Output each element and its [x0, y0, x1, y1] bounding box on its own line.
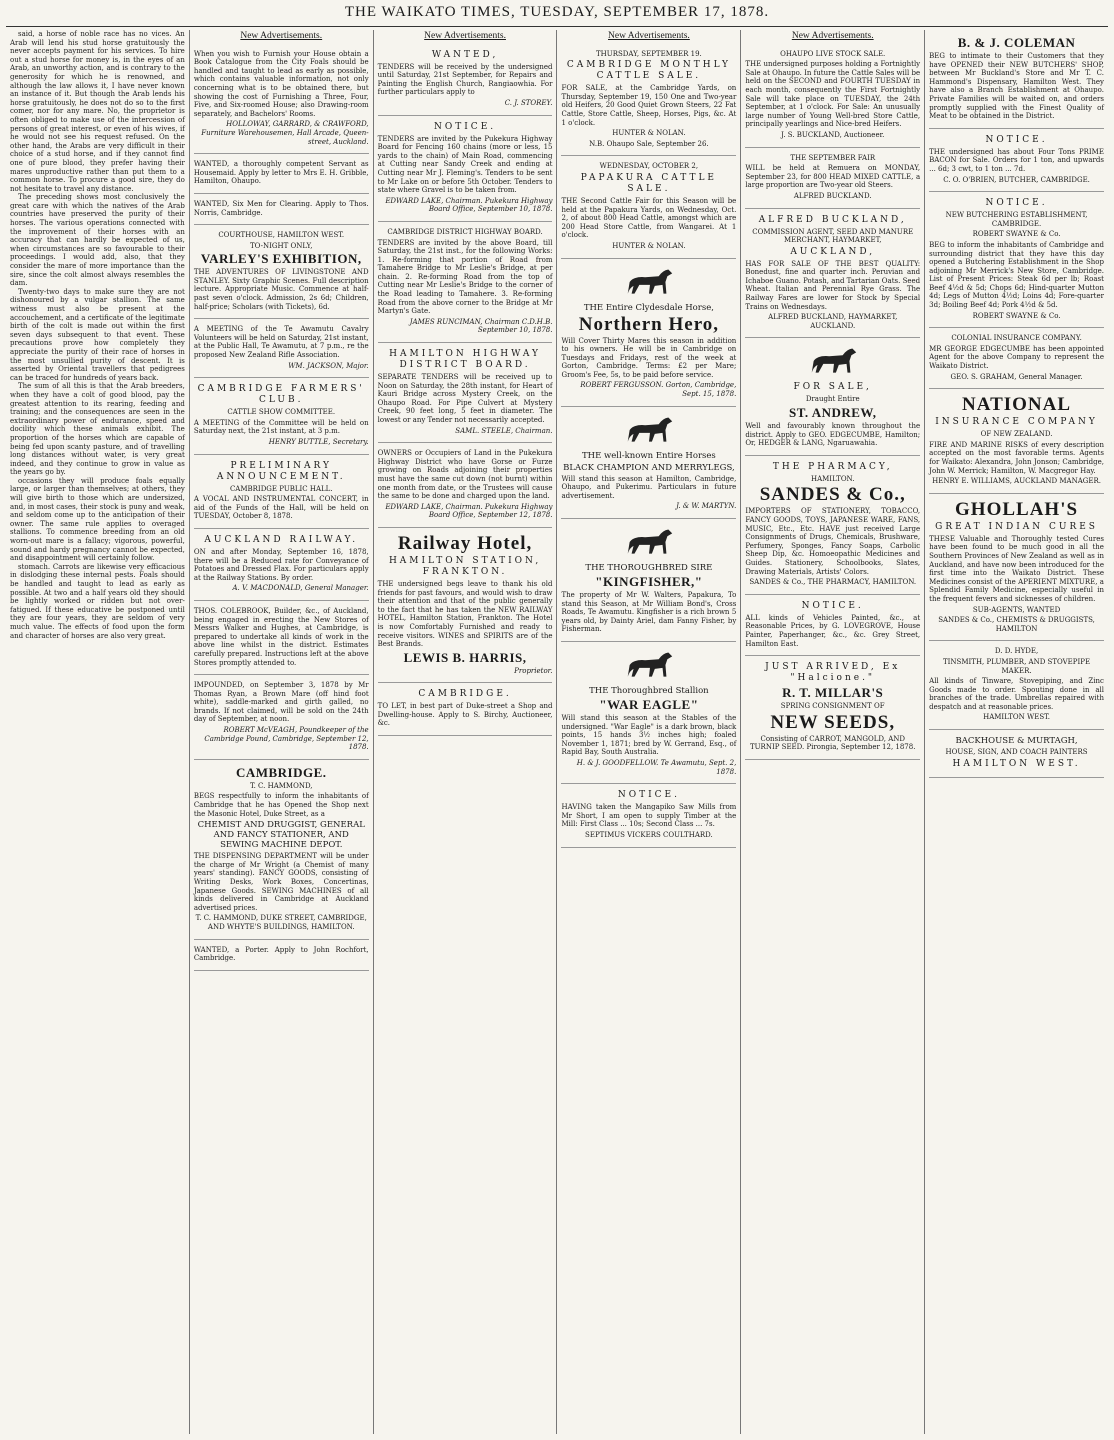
northern-hero-ad — [561, 259, 736, 407]
september-fair-ad — [745, 148, 920, 209]
ad-title: "WAR EAGLE" — [599, 697, 699, 712]
ad-body: THE DISPENSING DEPARTMENT will be under the charge of Mr Wright (a Chemist of many years' standing). FANCY GOODS, consisting of Writing Desks, Work Boxes, Concertinas, Japanese Goods. SEWING MACHINES of all kinds delivered in Cambridge at Auckland advertised prices. — [193, 852, 369, 912]
ad-subtitle: INSURANCE COMPANY — [935, 417, 1098, 428]
ad-body: All kinds of Tinware, Stovepiping, and Zinc Goods made to order. Spouting done in all branches of the trade. Umbrellas repaired with despatch and at reasonable prices. — [929, 677, 1104, 711]
ad-body: HAVING taken the Mangapiko Saw Mills from Mr Short, I am open to supply Timber at the Mill: First Class ... 10s; Second Class ... 7s. — [561, 803, 737, 829]
ad-subtitle: Draught Entire — [805, 395, 860, 404]
column-6 — [925, 30, 1108, 1434]
men-wanted-ad — [194, 194, 369, 225]
ad-signature: ROBERT SWAYNE & Co. — [972, 311, 1061, 320]
ad-title: BACKHOUSE & MURTAGH, — [955, 736, 1078, 747]
ad-signature: GEO. S. GRAHAM, General Manager. — [950, 372, 1083, 381]
ad-title: BLACK CHAMPION AND MERRYLEGS, — [563, 462, 735, 473]
builder-ad — [194, 601, 369, 675]
painting-notice-ad — [745, 595, 920, 656]
exhibition-ad — [194, 225, 369, 319]
war-eagle-ad — [561, 642, 736, 784]
ad-title: THE PHARMACY, — [772, 461, 893, 472]
ad-signature: HUNTER & NOLAN. — [612, 129, 686, 138]
ad-title: NOTICE. — [801, 600, 864, 611]
horse-engraving-icon — [620, 414, 678, 448]
ad-signature: ALFRED BUCKLAND. — [793, 191, 872, 200]
ad-title: Northern Hero, — [578, 313, 720, 335]
ad-signature: HENRY E. WILLIAMS, AUCKLAND MANAGER. — [932, 477, 1101, 486]
ad-name: ROBERT SWAYNE & Co. — [972, 230, 1061, 239]
ad-body: BEG to inform the inhabitants of Cambridge and surrounding district that they have this day opened a Butchering Establishment in the Shop adjoining Mr Merrick's New Store, Cambridge. List of Present Prices: Steak 6d per lb; Roast Beef 4½d & 5d; Chops 6d; Hind-quarter Mutton 4d; Legs of Mutton 4½d; Loins 4d; Fore-quarter 3d; Boiling Beef 4d; Pork 4½d & 5d. — [929, 240, 1104, 310]
ad-body: WILL be held at Remuera on MONDAY, September 23, for 800 HEAD MIXED CATTLE, a large proportion are Two-year old Steers. — [745, 164, 921, 190]
ad-body: TENDERS are invited by the above Board, till Saturday, the 21st inst., for the following Works: 1. Re-forming that portion of Road from Tamahere Bridge to Mr Leslie's Bridge, at per chain. 2. Re-forming Road from the top of Cutting near Mr Leslie's Bridge to the corner of the Road leading to Tamahere. 3. Re-forming Road from the above corner to the Bridge at Mr Martyn's Gate. — [377, 238, 553, 316]
railway-hotel-ad — [378, 528, 553, 683]
ad-signature: C. J. STOREY. — [504, 98, 553, 107]
ad-name: R. T. MILLAR'S — [782, 685, 884, 701]
ohaupo-sale-ad — [745, 44, 920, 148]
new-seeds-ad — [745, 656, 920, 760]
article-paragraph: occasions they will produce foals equally large, or larger than themselves; at others, they will give birth to those which are undersized, and, in most cases, their stock is puny and weak, and seldom come up to the anticipation of their owner. The same rule applies to overaged stallions. To commence breeding from an old worn-out mare is a fallacy; vigorous, powerful, sound and hardy pregnancy cannot be expected, and disappointment will certainly follow. — [10, 476, 185, 563]
backhouse-painters-ad — [929, 730, 1104, 778]
ad-title: COURTHOUSE, HAMILTON WEST. — [218, 231, 345, 240]
ad-title: NATIONAL — [962, 394, 1072, 416]
ad-subtitle: SUB-AGENTS, WANTED — [972, 605, 1061, 614]
ad-place: HAMILTON. — [810, 474, 855, 483]
ad-body: TENDERS will be received by the undersigned until Saturday, 21st September, for Repairs and Painting the English Church, Rangiaowhia. For further particulars apply to — [377, 62, 553, 97]
ad-date: THURSDAY, SEPTEMBER 19. — [596, 49, 702, 58]
ad-body: FIRE AND MARINE RISKS of every description accepted on the most favorable terms. Agents for Waikato: Alexandra, John Jonson; Cambridge, John W. Merrick; Hamilton, W. Macgregor Hay. — [929, 440, 1104, 475]
ad-signature: ALFRED BUCKLAND, HAYMARKET, AUCKLAND. — [768, 313, 898, 330]
ad-signature: SANDES & Co., THE PHARMACY, HAMILTON. — [749, 578, 917, 587]
ad-body: Will stand this season at the Stables of the undersigned. "War Eagle" is a dark brown, black points, 15 hands 3½ inches high; foaled November 1, 1871; bred by W. Gerrand, Esq., of Rapid Bay, South Australia. — [561, 714, 737, 757]
ad-subtitle: HOUSE, SIGN, AND COACH PAINTERS — [945, 748, 1088, 757]
ad-body: THE ADVENTURES OF LIVINGSTONE AND STANLEY. Sixty Graphic Scenes. Full description lecture. Appropriate Music. Commence at half-past seven o'clock. Admission, 2s 6d; Children, half-price; Scholars (with Tickets), 6d. — [193, 268, 369, 311]
ad-title: NOTICE. — [434, 121, 497, 132]
ad-body: MR GEORGE EDGECUMBE has been appointed Agent for the above Company to represent the Waikato District. — [929, 344, 1104, 371]
ad-body: THE Second Cattle Fair for this Season will be held at the Papakura Yards, on Wednesday, Oct. 2, of about 800 Head Cattle, amongst which are 200 Head Store Cattle, from Wangarei. At 1 o'clock. — [561, 196, 737, 240]
coleman-butchers-ad — [929, 30, 1104, 129]
column-2 — [190, 30, 374, 1434]
ad-body: ALL kinds of Vehicles Painted, &c., at Reasonable Prices, by G. LOVEGROVE, House Painter, Paperhanger, &c., &c. Grey Street, Hamilton East. — [745, 613, 921, 648]
ad-title: CAMBRIDGE MONTHLY CATTLE SALE. — [566, 60, 731, 82]
column-4 — [557, 30, 741, 1434]
ad-body: THE undersigned begs leave to thank his old friends for past favours, and would wish to draw their attention and that of the public generally to the fact that he has taken the NEW RAILWAY HOTEL, Hamilton Station, Frankton. The Hotel is now Comfortably Furnished and ready to receive visitors. WINES and SPIRITS are of the Best Brands. — [377, 579, 553, 649]
ad-body: A MEETING of the Te Awamutu Cavalry Volunteers will be held on Saturday, 21st instant, at the Public Hall, Te Awamutu, at 7 p.m., re the proposed New Zealand Rifle Association. — [193, 325, 369, 360]
ad-signature: A. V. MACDONALD, General Manager. — [232, 584, 369, 593]
sawmill-notice-ad — [561, 784, 736, 847]
ad-intro: THE Thoroughbred Stallion — [589, 686, 709, 696]
column-heading: New Advertisements. — [424, 31, 506, 41]
article-paragraph: The sum of all this is that the Arab breeders, when they have a colt of good blood, pay the greatest attention to its rearing, feeding and training; and the consequences are seen in the extraordinary power of endurance, speed and docility which these animals exhibit. The proportion of the horses which are capable of being fed upon scanty pasture, and of travelling long distances without water, is very great indeed, and they continue to grow in value as the years go by. — [10, 382, 185, 477]
ad-body: IMPORTERS OF STATIONERY, TOBACCO, FANCY GOODS, TOYS, JAPANESE WARE, FANS, MUSIC, Etc., Etc. HAVE just received Large Consignments of Drugs, Chemicals, Brushware, Perfumery, Sponges, Fancy Soaps, Carbolic Sheep Dip, &c. Homoeopathic Medicines and Guides. Stationery, Schoolbooks, Slates, Drawing Materials, Artists' Colors. — [745, 507, 921, 576]
page-columns — [6, 30, 1108, 1434]
ad-body: A MEETING of the Committee will be held on Saturday next, the 21st instant, at 3 p.m. — [193, 418, 369, 436]
ad-name: SANDES & Co., — [759, 484, 906, 506]
ad-signature: J. S. BUCKLAND, Auctioneer. — [781, 130, 885, 139]
ad-title: NEW SEEDS, — [770, 711, 896, 733]
ad-signature: LEWIS B. HARRIS, — [403, 649, 527, 665]
ad-title: B. & J. COLEMAN — [957, 35, 1076, 50]
article-paragraph: The preceding shows most conclusively the great care with which the natives of the Arab countries have preserved the purity of their horses. The various operations connected with the improvement of their horses with an accuracy that can hardly be expected of us, when circumstances are so favourable to their proceedings. I would add, also, that they consider the mare of more importance than the sire, since the colt almost always resembles the dam. — [10, 193, 185, 288]
bacon-notice-ad — [929, 129, 1104, 192]
ad-title: COLONIAL INSURANCE COMPANY. — [951, 334, 1082, 343]
farmers-club-ad — [194, 378, 369, 454]
ad-place: HAMILTON WEST. — [952, 758, 1081, 769]
masthead-rule — [6, 26, 1108, 27]
impounded-ad — [194, 675, 369, 760]
concert-ad — [194, 455, 369, 529]
hammond-chemist-ad — [194, 760, 369, 940]
ad-signature: J. & W. MARTYN. — [676, 502, 737, 511]
servant-wanted-ad — [194, 154, 369, 194]
ad-signature: H. & J. GOODFELLOW. Te Awamutu, Sept. 2, 1878. — [576, 758, 737, 776]
ad-body: WANTED, a Porter. Apply to John Rochfort, Cambridge. — [193, 945, 369, 963]
buckland-seed-ad — [745, 209, 920, 339]
ad-body: THOS. COLEBROOK, Builder, &c., of Auckland, being engaged in erecting the New Stores of Messrs Walker and Hughes, at Cambridge, is prepared to undertake all kinds of work in the above line whilst in the district. Estimates carefully prepared. Instructions left at the above Stores promptly attended to. — [193, 606, 369, 667]
church-tenders-ad — [378, 44, 553, 116]
ad-signature: ROBERT McVEAGH, Poundkeeper of the Cambridge Pound, Cambridge, September 12, 1878. — [204, 726, 369, 752]
ad-intro: THE well-known Entire Horses — [582, 450, 716, 461]
hamilton-highway-ad — [378, 343, 553, 443]
cambridge-cattle-sale-ad — [561, 44, 736, 157]
column-3 — [374, 30, 558, 1434]
railway-ad — [194, 529, 369, 601]
ad-signature: HUNTER & NOLAN. — [612, 241, 686, 250]
kingfisher-ad — [561, 519, 736, 642]
ad-trade: CHEMIST AND DRUGGIST, GENERAL AND FANCY STATIONER, AND SEWING MACHINE DEPOT. — [197, 820, 365, 851]
ad-date: WEDNESDAY, OCTOBER 2, — [599, 162, 699, 171]
hyde-tinsmith-ad — [929, 641, 1104, 730]
ad-title: CAMBRIDGE DISTRICT HIGHWAY BOARD. — [387, 227, 543, 236]
ad-signature: HOLLOWAY, GARRARD, & CRAWFORD, Furniture Warehousemen, Hall Arcade, Queen-street, Auckland. — [201, 120, 369, 146]
ad-subtitle: SPRING CONSIGNMENT OF — [780, 702, 885, 711]
article-paragraph: Twenty-two days to make sure they are not dishonoured by a vulgar stallion. The same witness must also be present at the accouchement, and a certificate of the legitimate birth of the colt is made out within the first seven days subsequent to that event. These precautions prove how completely they appreciate the purity of their race of horses in the most unsullied purity of descent. It is asserted by Oriental travellers that pedigrees can be traced for hundreds of years back. — [10, 287, 185, 382]
ad-signature-role: Proprietor. — [514, 666, 553, 675]
ad-pre: JUST ARRIVED, Ex "Halcione." — [765, 662, 901, 684]
article-paragraph: stomach. Carrots are likewise very efficacious in dislodging these internal pests. Foals should be handled and taught to lead as early as possible. At two and a half years old they should be lightly worked or ridden but not over-fatigued. If these educative be postponed until they are four years, they are seldom of very much value. The effects of food upon the form and character of horses are also very great. — [10, 562, 185, 640]
ad-body: Well and favourably known throughout the district. Apply to GEO. EDGECUMBE, Hamilton; Or, HEDGER & LANG, Ngaruawahia. — [745, 422, 921, 448]
porter-wanted-ad — [194, 940, 369, 971]
ghollah-cures-ad — [929, 494, 1104, 642]
ad-body: WANTED, a thoroughly competent Servant as Housemaid. Apply by letter to Mrs E. H. Gribble, Hamilton, Ohaupo. — [193, 160, 369, 186]
ad-name: T. C. HAMMOND, — [249, 781, 313, 790]
ad-title: GHOLLAH'S — [955, 498, 1079, 520]
ad-title: CAMBRIDGE FARMERS' CLUB. — [197, 384, 365, 406]
ad-subtitle: OF NEW ZEALAND. — [980, 430, 1053, 439]
column-1-article — [6, 30, 190, 1434]
ad-intro: THE THOROUGHBRED SIRE — [585, 563, 713, 574]
ad-subtitle: CATTLE SHOW COMMITTEE. — [227, 408, 336, 417]
gorse-notice-ad — [378, 443, 553, 528]
ad-subtitle: TINSMITH, PLUMBER, AND STOVEPIPE MAKER. — [943, 657, 1091, 675]
ad-signature: T. C. HAMMOND, DUKE STREET, CAMBRIDGE, AND WHYTE'S BUILDINGS, HAMILTON. — [195, 914, 367, 931]
ad-title: NOTICE. — [985, 134, 1048, 145]
ad-body: HAS FOR SALE OF THE BEST QUALITY: Bonedust, fine and quarter inch. Peruvian and Ichaboe Guano. Potash, and Tartarian Oats. Seed Wheat. Italian and Perennial Rye Grass. The Railway Fares are lower for Stock by Special Trains on Wednesdays. — [745, 259, 921, 311]
ad-body: THESE Valuable and Thoroughly tested Cures have been found to be much good in all the Southern Provinces of New Zealand as well as in Auckland, and have now been introduced for the first time into the Waikato District. These Medicines consist of the APERIENT MIXTURE, a Splendid Family Medicine, especially useful in the frequent fevers and sicknesses of children. — [929, 534, 1104, 603]
ad-title: CAMBRIDGE. — [418, 689, 512, 700]
ad-subtitle: HAMILTON STATION, FRANKTON. — [388, 555, 542, 577]
ad-body: The property of Mr W. Walters, Papakura, To stand this Season, at Mr William Bond's, Cross Roads, Te Awamutu. Kingfisher is a rich brown 5 years old, by Dainty Ariel, dam Fanny Fisher, by Fisherman. — [561, 591, 737, 634]
ad-intro: THE Entire Clydesdale Horse, — [583, 302, 714, 313]
column-heading: New Advertisements. — [608, 31, 690, 41]
horse-engraving-icon — [620, 649, 678, 683]
st-andrew-ad — [745, 338, 920, 455]
ad-body: SEPARATE TENDERS will be received up to Noon on Saturday, the 28th instant, for Heart of Kauri Bridge across Mystery Creek, on the Ohaupo Road. For Pipe Culvert at Mystery Creek, 90 feet long, 5 feet in diameter. The lowest or any Tender not necessarily accepted. — [377, 373, 553, 424]
ad-body: FOR SALE, at the Cambridge Yards, on Thursday, September 19, 150 One and Two-year old Heifers, 20 Good Quiet Grown Steers, 22 Fat Cattle, Store Cattle, Sheep, Horses, Pigs, &c. At 1 o'clock. — [561, 84, 737, 127]
pharmacy-ad — [745, 456, 920, 595]
ad-name: ALFRED BUCKLAND, — [758, 214, 907, 225]
ad-subtitle: TO-NIGHT ONLY, — [249, 241, 313, 250]
ad-title: "KINGFISHER," — [595, 574, 703, 590]
ad-subtitle: NEW BUTCHERING ESTABLISHMENT, CAMBRIDGE. — [945, 211, 1088, 228]
ad-name: D. D. HYDE, — [994, 647, 1039, 656]
ad-title: THE SEPTEMBER FAIR — [790, 153, 876, 162]
highway-board-ad — [378, 222, 553, 343]
ad-signature: JAMES RUNCIMAN, Chairman C.D.H.B. September 10, 1878. — [409, 317, 553, 335]
masthead: THE WAIKATO TIMES, TUESDAY, SEPTEMBER 17, 1878. — [344, 4, 770, 20]
ad-name: ST. ANDREW, — [788, 405, 877, 421]
ad-title: WANTED, — [431, 49, 499, 60]
ad-headline: VARLEY'S EXHIBITION, — [200, 251, 362, 267]
ad-signature: ROBERT FERGUSSON. Gorton, Cambridge, Sept. 15, 1878. — [580, 381, 737, 399]
column-heading: New Advertisements. — [240, 31, 323, 41]
ad-title: FOR SALE, — [793, 382, 872, 393]
ad-body: WANTED, Six Men for Clearing. Apply to Thos. Norris, Cambridge. — [193, 199, 369, 217]
shop-to-let-ad — [378, 683, 553, 736]
ad-body: THE undersigned has about Four Tons PRIME BACON for Sale. Orders for 1 ton, and upwards ... 6d; 3 cwt, to 1 ton ... 7d. — [929, 147, 1104, 173]
ad-signature: C. O. O'BRIEN, BUTCHER, CAMBRIDGE. — [943, 175, 1090, 184]
ad-title: Railway Hotel, — [397, 532, 533, 554]
ad-signature: WM. JACKSON, Major. — [288, 361, 369, 370]
column-heading: New Advertisements. — [791, 31, 874, 41]
ad-title: NOTICE. — [617, 790, 680, 801]
ad-body: BEG to intimate to their Customers that they have OPENED their NEW BUTCHERS' SHOP, between Mr Buckland's Store and Mr T. C. Hammond's Dispensary, Hamilton West. They have also a Branch Establishment at Ohaupo. Private Families will be waited on, and orders promptly supplied with the Finest Quality of Meat to be obtained in the District. — [929, 52, 1104, 121]
ad-signature: SEPTIMUS VICKERS COULTHARD. — [585, 830, 713, 839]
furniture-ad — [194, 44, 369, 155]
ad-body: When you wish to Furnish your House obtain a Book Catalogue from the City Foals should be handled and taught to lead as early as possible, which contains valuable information, not only concerning what is to be obtained there, but showing the cost of Furnishing a Three, Four, Five, and Six-roomed House; also Drawing-room separately, and Bachelors' Rooms. — [193, 49, 369, 118]
ad-title: CAMBRIDGE. — [235, 764, 327, 780]
ad-title: OHAUPO LIVE STOCK SALE. — [780, 49, 886, 58]
cavalry-meeting-ad — [194, 319, 369, 378]
papakura-cattle-sale-ad — [561, 156, 736, 258]
ad-signature: HAMILTON WEST. — [983, 713, 1050, 722]
ad-subtitle: GREAT INDIAN CURES — [935, 521, 1098, 532]
colonial-insurance-ad — [929, 328, 1104, 389]
ad-body: BEGS respectfully to inform the inhabitants of Cambridge that he has Opened the Shop next the Masonic Hotel, Duke Street, as a — [193, 792, 369, 818]
ad-body: Will Cover Thirty Mares this season in addition to his owners. He will be in Cambridge on Tuesdays and Fridays, rest of the week at Gorton, Cambridge. Terms: £2 per Mare; Groom's Fee, 5s, to be paid before service. — [561, 336, 737, 379]
ad-signature: EDWARD LAKE, Chairman. Pukekura Highway Board Office, September 10, 1878. — [385, 196, 553, 214]
horse-engraving-icon — [620, 266, 678, 300]
ad-subtitle: COMMISSION AGENT, SEED AND MANURE MERCHANT, HAYMARKET, — [752, 227, 914, 245]
ad-body: Consisting of CARROT, MANGOLD, AND TURNIP SEED. Pirongia, September 12, 1878. — [749, 734, 916, 752]
national-insurance-ad — [929, 389, 1104, 494]
ad-body: TENDERS are invited by the Pukekura Highway Board for Fencing 160 chains (more or less, 15 yards to the chain) of Main Road, commencing at Cutting near Sandy Creek and ending at Cutting near Mr J. Fleming's. Tenders to be sent to Mr Lake on or before 5th October. Tenders to state where Gravel is to be taken from. — [377, 134, 553, 195]
fencing-tenders-ad — [378, 116, 553, 222]
ad-signature: EDWARD LAKE, Chairman. Pukekura Highway Board Office, September 12, 1878. — [385, 502, 553, 520]
ad-body: A VOCAL AND INSTRUMENTAL CONCERT, in aid of the Funds of the Hall, will be held on TUESDAY, October 8, 1878. — [193, 495, 369, 521]
ad-title: HAMILTON HIGHWAY DISTRICT BOARD. — [389, 349, 541, 371]
ad-body: THE undersigned purposes holding a Fortnightly Sale at Ohaupo. In future the Cattle Sales will be held on the SECOND and FOURTH TUESDAY in each month, consequently the First Fortnightly Sale will take place on TUESDAY, the 24th September, at 1 o'clock. For Sale: An unusually large number of Young Well-bred Store Cattle, principally yearlings and Nice-bred Heifers. — [745, 60, 921, 129]
horse-engraving-icon — [620, 526, 678, 560]
ad-body: TO LET, in best part of Duke-street a Shop and Dwelling-house. Apply to S. Birchy, Auctioneer, &c. — [377, 702, 553, 728]
ad-title: AUCKLAND RAILWAY. — [204, 534, 359, 545]
ad-signature: SANDES & Co., CHEMISTS & DRUGGISTS, HAMILTON — [938, 616, 1095, 633]
ad-signature: HENRY BUTTLE, Secretary. — [268, 438, 369, 446]
horse-engraving-icon — [804, 345, 862, 379]
article-paragraph: said, a horse of noble race has no vices. An Arab will lend his stud horse gratuitously the never accepts payment for his services. To hire out a stud horse for money is, in the eyes of an Arab, an unworthy action, and is contrary to the generosity for which he is renowned, and although the law allows it, I have never known an instance of it. But though the Arab lends his horse gratuitously, he does not do so to the first comer, nor for any mare. No, the proprietor is often obliged to make use of the intercession of persons of great interest, or even of his wives, if he would not see his request refused. On the other hand, the Arabs are very difficult in their choice of a stud horse, and if they cannot find one of pure blood, they prefer having their mares unproductive rather than put them to a common horse. To procure a good sire, they do not hesitate to travel any distance. — [10, 30, 185, 193]
ad-signature: SAML. STEELE, Chairman. — [455, 426, 553, 435]
ad-body: Will stand this season at Hamilton, Cambridge, Ohaupo, and Pukerimu. Particulars in future advertisement. — [561, 474, 737, 500]
ad-body: OWNERS or Occupiers of Land in the Pukekura Highway District who have Gorse or Furze growing on Roads adjoining their properties must have the same cut down (not burnt) within one month from date, or the Trustees will cause the same to be done and charged upon the land. — [377, 449, 553, 501]
ad-place: AUCKLAND, — [790, 246, 876, 257]
ad-title: NOTICE. — [985, 198, 1048, 209]
ad-title: PAPAKURA CATTLE SALE. — [580, 172, 717, 194]
ad-title: PRELIMINARY ANNOUNCEMENT. — [216, 460, 346, 482]
ad-body: IMPOUNDED, on September 3, 1878 by Mr Thomas Ryan, a Brown Mare (off hind foot white), saddle-marked and girth galled, no brands. If not claimed, will be sold on the 24th day of September, at noon. — [193, 681, 369, 724]
ad-note: N.B. Ohaupo Sale, September 26. — [589, 139, 709, 148]
ad-body: ON and after Monday, September 16, 1878, there will be a Reduced rate for Conveyance of Potatoes and Dressed Flax. For particulars apply at the Railway Stations. By order. — [193, 547, 369, 582]
ad-subtitle: CAMBRIDGE PUBLIC HALL. — [229, 484, 333, 493]
swayne-butchering-ad — [929, 192, 1104, 328]
column-5 — [741, 30, 925, 1434]
black-champion-ad — [561, 407, 736, 519]
